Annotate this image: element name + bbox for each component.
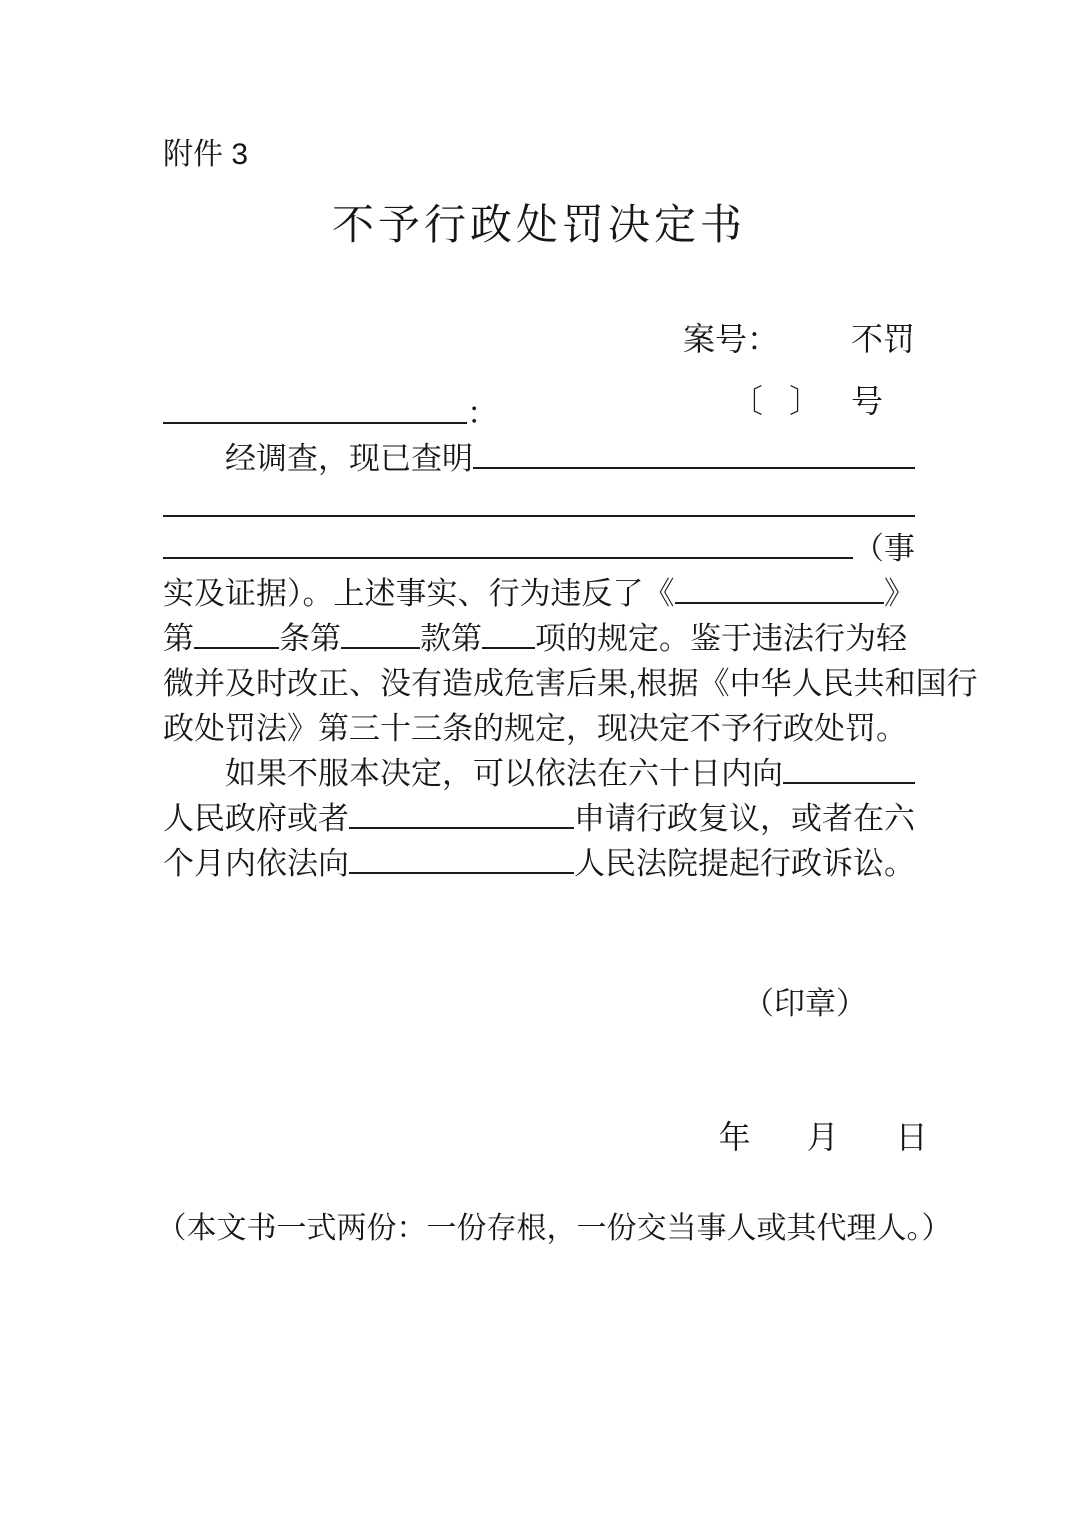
appeal-text-2-pre: 人民政府或者 (163, 801, 349, 836)
investigation-line (163, 436, 915, 481)
violation-pre-text: 实及证据）。上述事实、行为违反了《 (163, 576, 675, 611)
case-number-suffix: 号 (850, 383, 883, 419)
blank-paragraph-number (341, 633, 420, 649)
appeal-text-1: 如果不服本决定，可以依法在六十日内向 (225, 756, 783, 791)
addressee-colon: ： (467, 396, 498, 431)
blank-government-level (783, 768, 915, 784)
blank-facts-3 (163, 543, 853, 559)
article-line (163, 616, 915, 661)
appeal-line-3 (163, 841, 915, 886)
appeal-text-3-post: 人民法院提起行政诉讼。 (574, 846, 915, 881)
decision-text: 政处罚法》第三十三条的规定，现决定不予行政处罚。 (163, 711, 907, 746)
article-seg-4: 项的规定。鉴于违法行为轻 (535, 621, 907, 656)
facts-end-text: （事 (853, 531, 915, 566)
blank-addressee (163, 408, 467, 424)
date-month-label: 月 (806, 1119, 839, 1155)
investigation-text: 经调查，现已查明 (225, 441, 473, 476)
blank-review-organ (349, 813, 574, 829)
appeal-line-1 (163, 751, 915, 796)
article-seg-3: 款第 (420, 621, 482, 656)
date-day-label: 日 (895, 1119, 928, 1155)
blank-item-number (482, 633, 535, 649)
date-year-label: 年 (718, 1119, 751, 1155)
violation-line (163, 571, 915, 616)
document-body (163, 391, 978, 886)
blank-article-number (194, 633, 279, 649)
case-number-bracket-close: 〕 (788, 383, 821, 419)
decision-line (163, 706, 915, 751)
seal-placeholder: （印章） (743, 986, 867, 1021)
appeal-text-3-pre: 个月内依法向 (163, 846, 349, 881)
case-number-label: 案号： (682, 321, 779, 357)
addressee-line (163, 391, 915, 436)
attachment-label: 附件 3 (163, 138, 249, 171)
date-line (683, 1070, 928, 1205)
appeal-text-2-post: 申请行政复议，或者在六 (574, 801, 915, 836)
blank-law-name (675, 588, 885, 604)
mitigation-line (163, 661, 978, 706)
article-seg-2: 条第 (279, 621, 341, 656)
copies-note: （本文书一式两份：一份存根，一份交当事人或其代理人。） (156, 1212, 952, 1245)
case-number-prefix: 不罚 (850, 321, 915, 357)
appeal-line-2 (163, 796, 915, 841)
facts-blank-line (163, 481, 915, 526)
case-number-bracket-open: 〔 (730, 383, 763, 419)
blank-court-name (349, 858, 574, 874)
violation-close-text: 》 (884, 576, 915, 611)
document-title: 不予行政处罚决定书 (331, 201, 746, 248)
blank-facts-2 (163, 515, 915, 517)
facts-end-line (163, 526, 915, 571)
article-seg-1: 第 (163, 621, 194, 656)
blank-facts-1 (473, 453, 915, 469)
mitigation-text: 微并及时改正、没有造成危害后果,根据《中华人民共和国行 (163, 666, 978, 701)
